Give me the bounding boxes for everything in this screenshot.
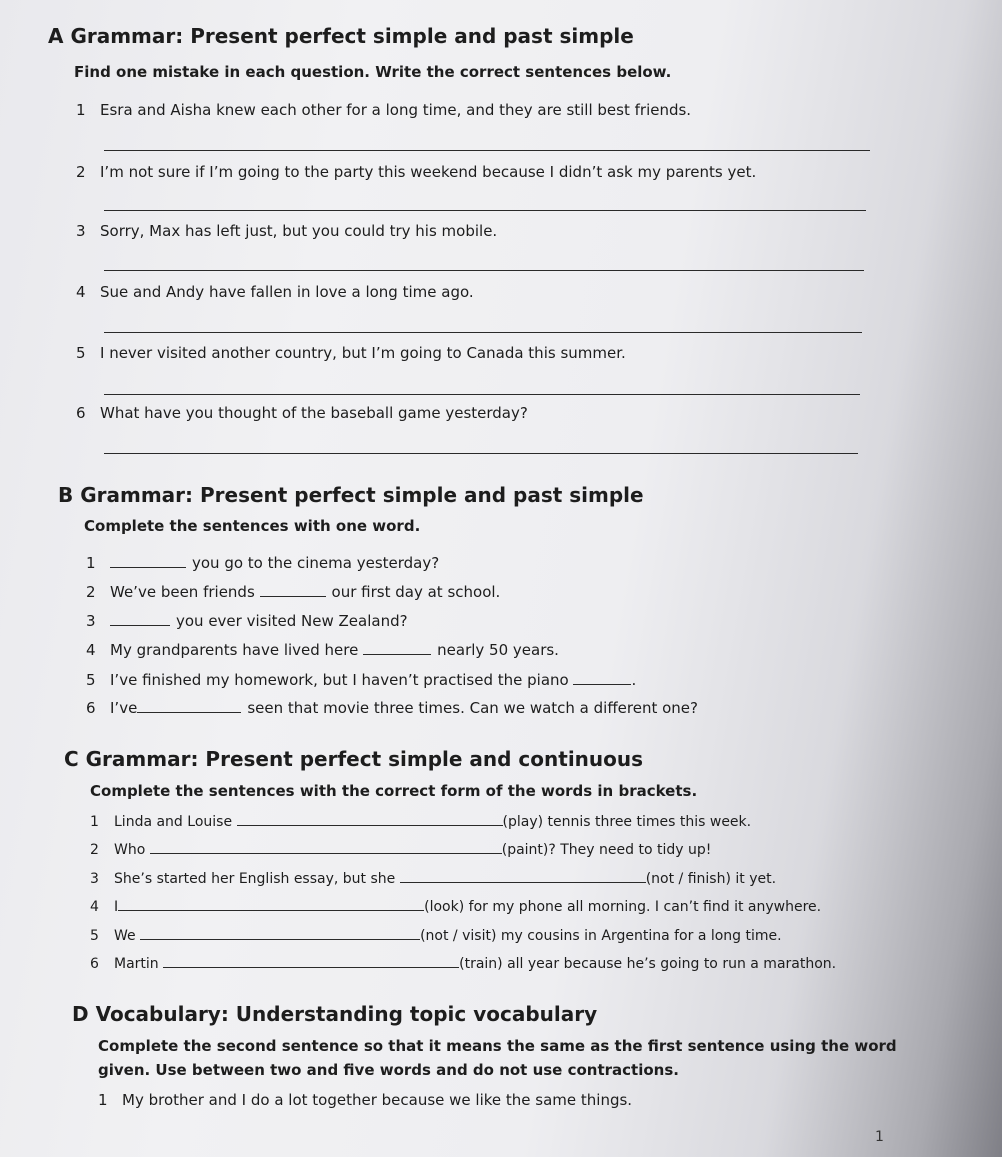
b-question-4: 4 My grandparents have lived here nearly 50 years. [86, 641, 559, 659]
a-question-6: 6 What have you thought of the baseball game yesterday? [76, 404, 528, 422]
section-b-instruction: Complete the sentences with one word. [84, 517, 421, 535]
c-question-1: 1 Linda and Louise (play) tennis three times this week. [90, 811, 751, 830]
c-question-6: 6 Martin (train) all year because he’s going to run a marathon. [90, 953, 836, 972]
c-question-5: 5 We (not / visit) my cousins in Argentina for a long time. [90, 925, 782, 944]
b-blank-5[interactable] [573, 670, 631, 685]
b-question-5: 5 I’ve finished my homework, but I haven’t practised the piano . [86, 671, 637, 689]
a-answer-line-5[interactable] [104, 394, 860, 395]
b-blank-1[interactable] [110, 553, 186, 568]
section-d-title: D Vocabulary: Understanding topic vocabulary [72, 1002, 598, 1026]
c-blank-4[interactable] [118, 896, 424, 911]
c-question-2: 2 Who (paint)? They need to tidy up! [90, 839, 711, 858]
b-question-6: 6 I’ve seen that movie three times. Can we watch a different one? [86, 699, 698, 717]
b-blank-4[interactable] [363, 640, 431, 655]
b-question-3: 3 you ever visited New Zealand? [86, 612, 408, 630]
c-blank-6[interactable] [163, 953, 459, 968]
a-question-2: 2 I’m not sure if I’m going to the party this weekend because I didn’t ask my parents yet. [76, 163, 757, 181]
b-question-2: 2 We’ve been friends our first day at school. [86, 583, 501, 601]
c-blank-2[interactable] [150, 839, 502, 854]
d-question-1: 1 My brother and I do a lot together because we like the same things. [98, 1091, 633, 1109]
section-a-title: A Grammar: Present perfect simple and past simple [48, 24, 634, 48]
b-blank-3[interactable] [110, 611, 170, 626]
b-blank-6[interactable] [137, 698, 241, 713]
a-question-1: 1 Esra and Aisha knew each other for a long time, and they are still best friends. [76, 101, 692, 119]
a-answer-line-2[interactable] [104, 210, 866, 211]
b-question-1: 1 you go to the cinema yesterday? [86, 554, 440, 572]
b-blank-2[interactable] [260, 582, 326, 597]
section-d-instruction-line-2: given. Use between two and five words and do not use contractions. [98, 1061, 679, 1079]
a-question-4: 4 Sue and Andy have fallen in love a long time ago. [76, 283, 474, 301]
c-question-4: 4 I (look) for my phone all morning. I can’t find it anywhere. [90, 896, 821, 915]
a-answer-line-1[interactable] [104, 150, 870, 151]
section-c-instruction: Complete the sentences with the correct form of the words in brackets. [90, 782, 698, 800]
section-d-instruction-line-1: Complete the second sentence so that it means the same as the first sentence using the word [98, 1037, 897, 1055]
section-c-title: C Grammar: Present perfect simple and continuous [64, 747, 644, 771]
section-a-instruction: Find one mistake in each question. Write the correct sentences below. [74, 63, 672, 81]
a-answer-line-3[interactable] [104, 270, 864, 271]
a-question-3: 3 Sorry, Max has left just, but you could try his mobile. [76, 222, 498, 240]
page-number: 1 [875, 1129, 884, 1145]
a-answer-line-4[interactable] [104, 332, 862, 333]
c-question-3: 3 She’s started her English essay, but she (not / finish) it yet. [90, 868, 776, 887]
a-answer-line-6[interactable] [104, 453, 858, 454]
c-blank-5[interactable] [140, 925, 420, 940]
c-blank-1[interactable] [237, 811, 503, 826]
section-b-title: B Grammar: Present perfect simple and past simple [58, 483, 644, 507]
a-question-5: 5 I never visited another country, but I’m going to Canada this summer. [76, 344, 626, 362]
c-blank-3[interactable] [400, 868, 646, 883]
